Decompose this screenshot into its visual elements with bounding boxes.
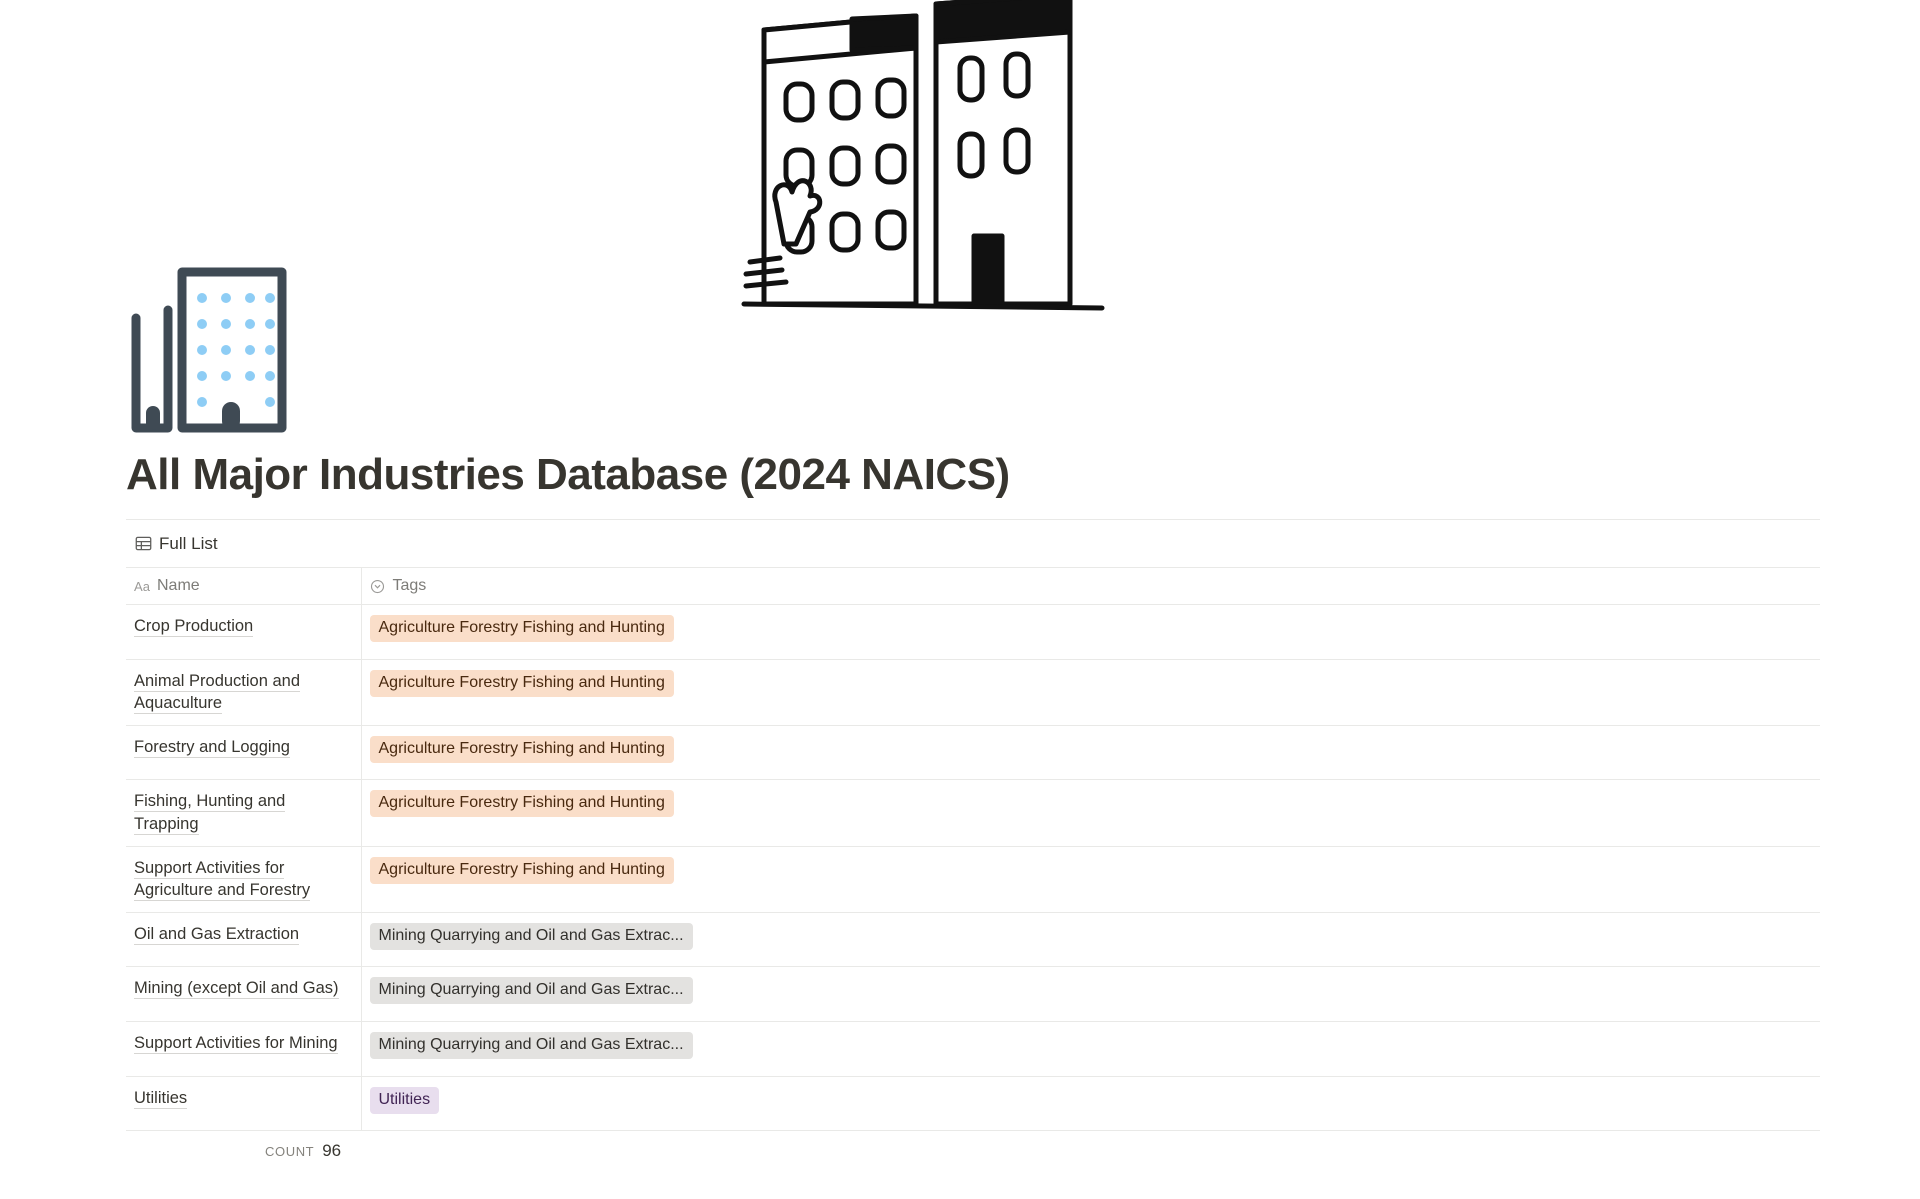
cell-name[interactable]: Utilities: [126, 1076, 361, 1131]
count-label: COUNT: [265, 1143, 315, 1159]
column-header-tags[interactable]: [361, 568, 1820, 605]
status-badge: Mining Quarrying and Oil and Gas Extrac...: [370, 977, 693, 1004]
cell-tags[interactable]: [361, 1076, 1820, 1131]
cell-name[interactable]: Mining (except Oil and Gas): [126, 967, 361, 1022]
table-row[interactable]: [126, 659, 1820, 725]
view-tab-label: Full List: [159, 533, 218, 553]
status-badge: Agriculture Forestry Fishing and Hunting: [370, 736, 674, 763]
select-property-icon: [370, 578, 386, 594]
column-header-tags-label: Tags: [392, 577, 427, 594]
table-icon: [134, 535, 152, 553]
cell-tags[interactable]: [361, 912, 1820, 967]
status-badge: Agriculture Forestry Fishing and Hunting: [370, 670, 674, 697]
office-building-icon: [126, 258, 294, 438]
status-badge: Agriculture Forestry Fishing and Hunting: [370, 857, 674, 884]
table-row[interactable]: [126, 605, 1820, 660]
table-body: [126, 605, 1820, 1131]
table-row[interactable]: [126, 912, 1820, 967]
database-view-bar: [126, 520, 1820, 567]
cell-tags[interactable]: [361, 605, 1820, 660]
cell-tags[interactable]: [361, 659, 1820, 725]
table-header-row: [126, 568, 1820, 605]
cell-name[interactable]: Animal Production and Aquaculture: [126, 659, 361, 725]
column-header-name-label: Name: [157, 577, 200, 594]
cell-tags[interactable]: [361, 1021, 1820, 1076]
text-property-icon: Aa: [134, 578, 150, 594]
status-badge: Agriculture Forestry Fishing and Hunting: [370, 615, 674, 642]
cell-name[interactable]: Support Activities for Agriculture and Forestry: [126, 846, 361, 912]
cell-name[interactable]: Crop Production: [126, 605, 361, 660]
page-title[interactable]: All Major Industries Database (2024 NAICS): [126, 450, 1010, 499]
database-table: [126, 567, 1820, 1131]
cell-name[interactable]: Fishing, Hunting and Trapping: [126, 780, 361, 846]
table-row[interactable]: [126, 1076, 1820, 1131]
cell-tags[interactable]: [361, 967, 1820, 1022]
cell-tags[interactable]: [361, 780, 1820, 846]
office-buildings-illustration: [740, 0, 1160, 326]
status-badge: Mining Quarrying and Oil and Gas Extrac...: [370, 923, 693, 950]
cell-name[interactable]: Support Activities for Mining: [126, 1021, 361, 1076]
status-badge: Utilities: [370, 1087, 440, 1114]
cell-tags[interactable]: [361, 725, 1820, 780]
table-row[interactable]: [126, 967, 1820, 1022]
database-footer: [126, 1131, 1820, 1171]
title-block: [126, 450, 1820, 501]
status-badge: Agriculture Forestry Fishing and Hunting: [370, 790, 674, 817]
cell-name[interactable]: Oil and Gas Extraction: [126, 912, 361, 967]
column-header-name[interactable]: [126, 568, 361, 605]
count-value: 96: [322, 1141, 342, 1161]
database-block: [126, 519, 1820, 1171]
status-badge: Mining Quarrying and Oil and Gas Extrac...: [370, 1032, 693, 1059]
cell-name[interactable]: Forestry and Logging: [126, 725, 361, 780]
cell-tags[interactable]: [361, 846, 1820, 912]
table-row[interactable]: [126, 725, 1820, 780]
table-row[interactable]: [126, 846, 1820, 912]
view-tab-full-list[interactable]: [130, 531, 222, 557]
table-row[interactable]: [126, 1021, 1820, 1076]
table-row[interactable]: [126, 780, 1820, 846]
page-icon[interactable]: [126, 258, 294, 438]
